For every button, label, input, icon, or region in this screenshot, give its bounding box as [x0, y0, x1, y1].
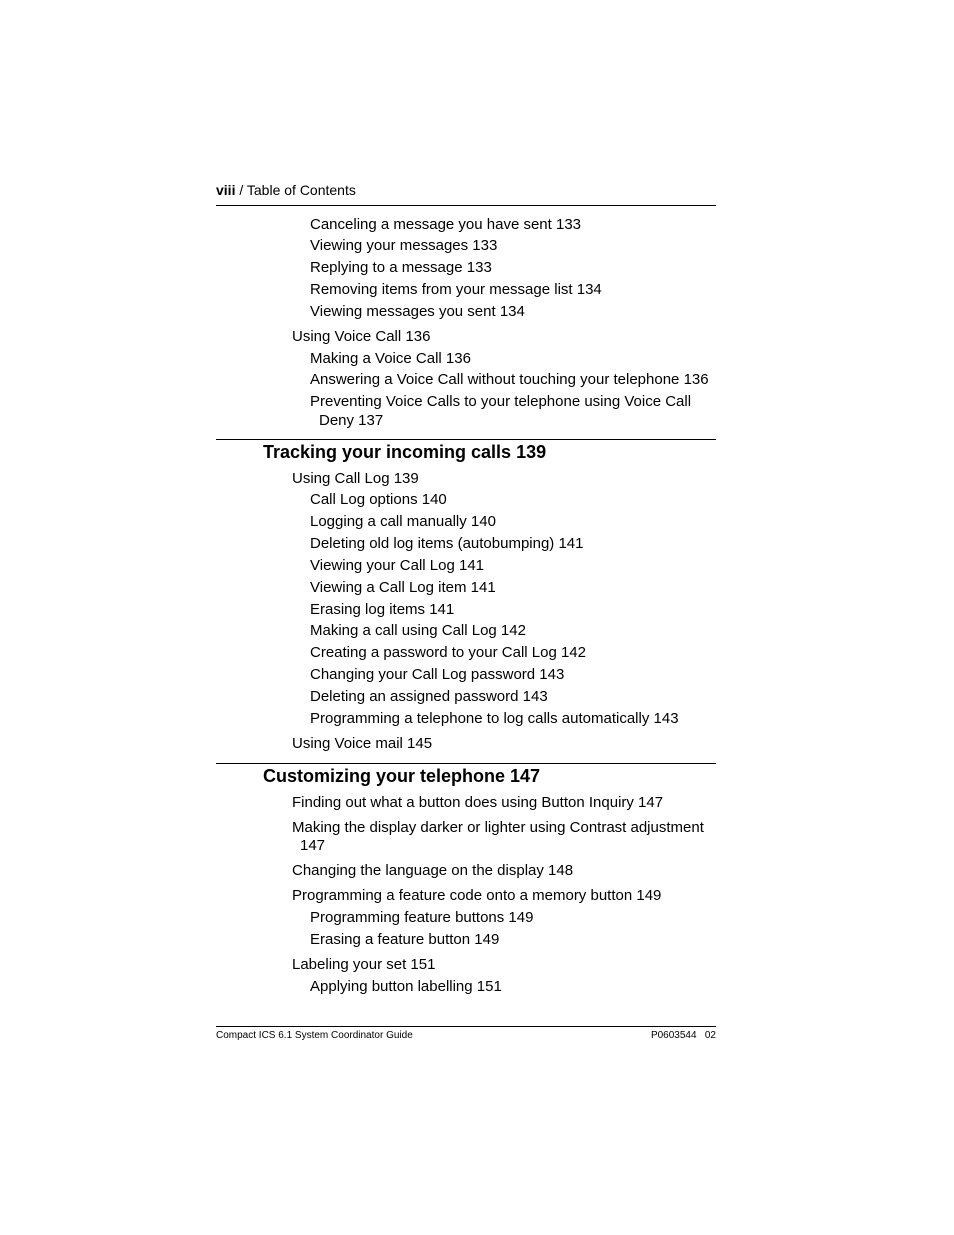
- toc-entry[interactable]: Programming feature buttons 149: [310, 909, 534, 926]
- footer-part-number: P0603544 02: [650, 1030, 716, 1041]
- toc-entry[interactable]: Logging a call manually 140: [310, 513, 496, 530]
- toc-entry[interactable]: Answering a Voice Call without touching your telephone 136: [310, 371, 709, 388]
- toc-entry-continuation[interactable]: 147: [300, 837, 326, 854]
- toc-entry[interactable]: Using Voice Call 136: [292, 328, 431, 345]
- toc-entry[interactable]: Viewing your Call Log 141: [310, 557, 485, 574]
- toc-entry[interactable]: Applying button labelling 151: [310, 978, 502, 995]
- toc-entry[interactable]: Canceling a message you have sent 133: [310, 216, 582, 233]
- toc-entry[interactable]: Replying to a message 133: [310, 259, 492, 276]
- header-page-number: viii: [216, 182, 236, 198]
- toc-entry[interactable]: Creating a password to your Call Log 142: [310, 644, 586, 661]
- toc-entry[interactable]: Making the display darker or lighter using Contrast adjustment: [292, 819, 704, 836]
- chapter-rule: [216, 763, 716, 764]
- toc-entry[interactable]: Viewing a Call Log item 141: [310, 579, 496, 596]
- toc-entry[interactable]: Call Log options 140: [310, 491, 447, 508]
- toc-entry[interactable]: Changing the language on the display 148: [292, 862, 574, 879]
- toc-entry[interactable]: Making a call using Call Log 142: [310, 622, 526, 639]
- header-rule: [216, 205, 716, 206]
- footer-rule: [216, 1026, 716, 1027]
- toc-entry[interactable]: Using Voice mail 145: [292, 735, 433, 752]
- toc-entry[interactable]: Erasing a feature button 149: [310, 931, 500, 948]
- toc-entry[interactable]: Using Call Log 139: [292, 470, 419, 487]
- toc-entry[interactable]: Finding out what a button does using Button Inquiry 147: [292, 794, 664, 811]
- toc-entry-continuation[interactable]: Deny 137: [319, 412, 384, 429]
- toc-entry[interactable]: Labeling your set 151: [292, 956, 436, 973]
- toc-entry[interactable]: Removing items from your message list 134: [310, 281, 602, 298]
- toc-entry[interactable]: Programming a feature code onto a memory button 149: [292, 887, 662, 904]
- header-title: Table of Contents: [246, 182, 356, 198]
- toc-entry[interactable]: Programming a telephone to log calls automatically 143: [310, 710, 679, 727]
- toc-entry[interactable]: Viewing your messages 133: [310, 237, 498, 254]
- toc-entry[interactable]: Deleting old log items (autobumping) 141: [310, 535, 584, 552]
- toc-entry[interactable]: Preventing Voice Calls to your telephone using Voice Call: [310, 393, 692, 410]
- chapter-heading-customizing[interactable]: Customizing your telephone 147: [263, 766, 541, 786]
- toc-entry[interactable]: Deleting an assigned password 143: [310, 688, 548, 705]
- toc-entry[interactable]: Erasing log items 141: [310, 601, 455, 618]
- toc-entry[interactable]: Changing your Call Log password 143: [310, 666, 565, 683]
- header-separator: /: [235, 182, 247, 198]
- chapter-rule: [216, 439, 716, 440]
- chapter-heading-tracking[interactable]: Tracking your incoming calls 139: [263, 442, 547, 462]
- toc-entry[interactable]: Making a Voice Call 136: [310, 350, 471, 367]
- running-header: [216, 181, 716, 199]
- footer-book-title: Compact ICS 6.1 System Coordinator Guide: [216, 1030, 413, 1041]
- toc-entry[interactable]: Viewing messages you sent 134: [310, 303, 525, 320]
